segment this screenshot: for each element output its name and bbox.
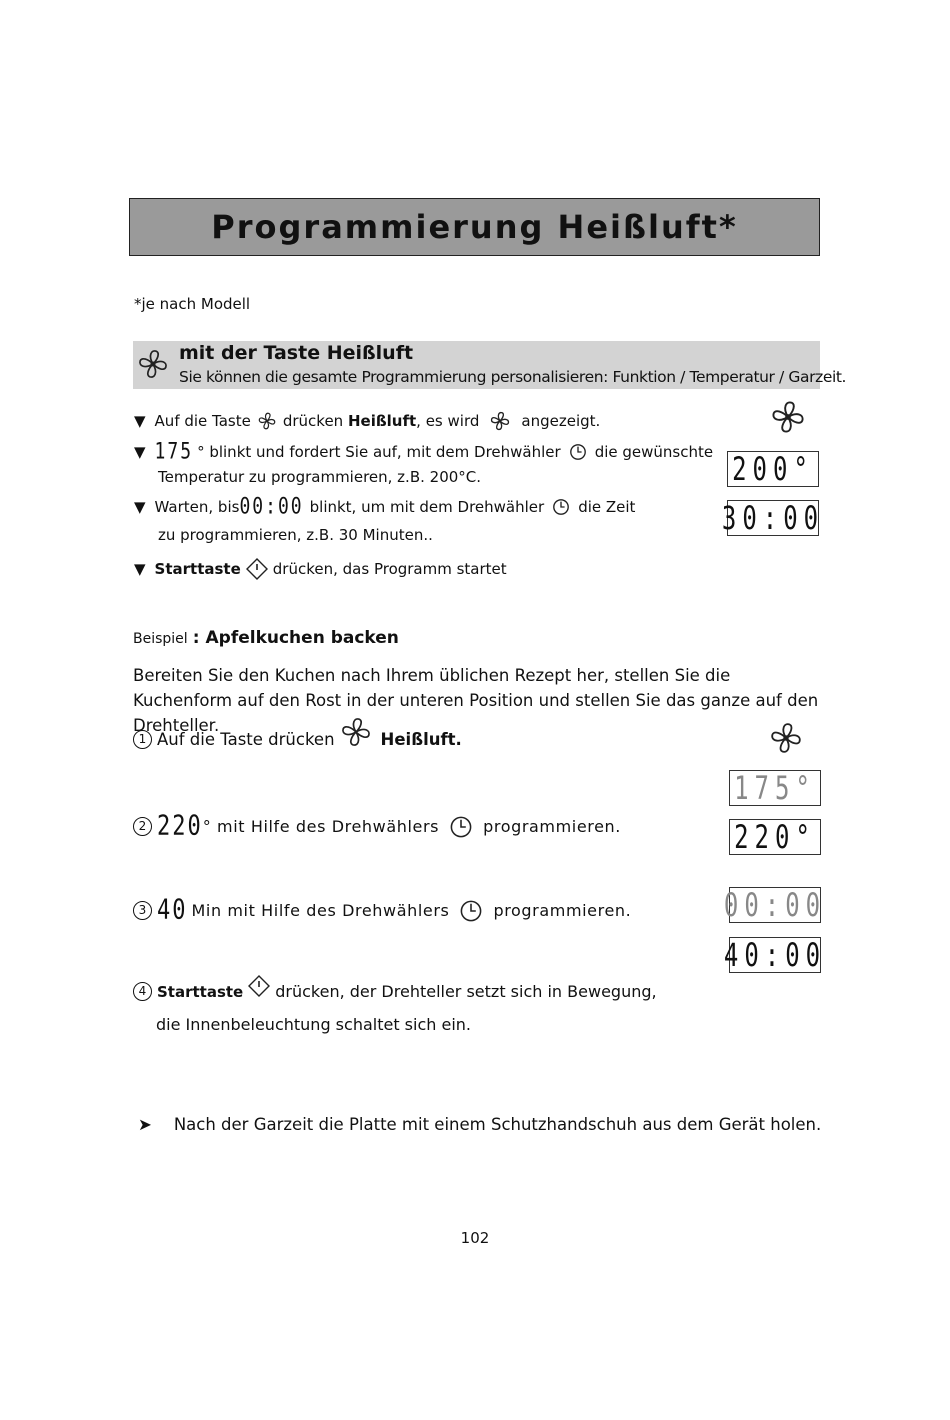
bullet-triangle-icon: ▼	[134, 412, 146, 430]
oven-display: 175°	[729, 770, 821, 806]
fan-icon	[769, 398, 807, 436]
oven-display: 00:00	[723, 886, 827, 924]
page-title: Programmierung Heißluft*	[211, 208, 738, 246]
example-step-2	[133, 810, 621, 843]
tip-text: Nach der Garzeit die Platte mit einem Schutzhandschuh aus dem Gerät holen.	[173, 1115, 822, 1134]
clock-icon	[449, 815, 473, 839]
step-bold: Heißluft.	[380, 729, 462, 749]
step-text: programmieren.	[493, 901, 632, 920]
section-title: mit der Taste Heißluft	[179, 342, 414, 364]
clock-icon	[569, 443, 587, 461]
step-text: ° mit Hilfe des Drehwählers	[202, 817, 440, 836]
bullet-triangle-icon: ▼	[134, 442, 146, 461]
example-paragraph: Bereiten Sie den Kuchen nach Ihrem üblichen Rezept her, stellen Sie die Kuchenform auf den Rost in der unteren Position und stellen Sie das ganze auf den Drehteller.	[133, 666, 819, 735]
fan-icon	[136, 347, 170, 381]
step-text: drücken	[282, 412, 344, 430]
step-bold: Starttaste	[157, 982, 244, 1001]
example-step-1	[133, 729, 462, 749]
step-number: 3	[133, 901, 152, 920]
step-text: programmieren.	[483, 817, 621, 836]
page-number: 102	[460, 1229, 490, 1247]
step-number: 1	[133, 730, 152, 749]
clock-icon	[459, 899, 483, 923]
model-note: *je nach Modell	[134, 295, 251, 313]
example-label: Beispiel	[133, 631, 188, 647]
example-step-4	[133, 982, 657, 1001]
fan-icon	[339, 715, 373, 749]
step-text: die Zeit	[578, 497, 636, 516]
step-3-line2: zu programmieren, z.B. 30 Minuten..	[158, 526, 433, 544]
start-icon	[245, 557, 269, 581]
step-4	[134, 557, 507, 581]
example-step-3	[133, 894, 632, 927]
page-title-box	[129, 198, 820, 256]
start-icon	[247, 974, 271, 998]
example-title: : Apfelkuchen backen	[192, 628, 399, 648]
step-2-line2: Temperatur zu programmieren, z.B. 200°C.	[158, 468, 482, 486]
step-text: drücken, der Drehteller setzt sich in Bewegung,	[275, 982, 657, 1001]
step-1	[134, 410, 600, 432]
segment-display-text: 220	[157, 810, 203, 843]
step-text: blinkt, um mit dem Drehwähler	[309, 497, 545, 516]
fan-icon	[257, 411, 277, 431]
step-bold: Starttaste	[154, 560, 241, 578]
step-text: Min mit Hilfe des Drehwählers	[191, 901, 450, 920]
oven-display: 220°	[729, 819, 821, 855]
clock-icon	[552, 498, 570, 516]
step-text: Warten, bis	[154, 497, 240, 516]
step-2	[134, 438, 714, 465]
step-text: angezeigt.	[521, 412, 601, 430]
step-3	[134, 493, 636, 520]
step-number: 4	[133, 982, 152, 1001]
bullet-triangle-icon: ▼	[134, 560, 146, 578]
segment-display-text: 40	[157, 894, 188, 927]
step-number: 2	[133, 817, 152, 836]
fan-icon	[489, 410, 511, 432]
bullet-triangle-icon: ▼	[134, 497, 146, 516]
oven-display: 200°	[727, 451, 819, 487]
step-bold: Heißluft	[347, 412, 417, 430]
example-step-4-line2: die Innenbeleuchtung schaltet sich ein.	[156, 1015, 471, 1034]
step-text: ° blinkt und fordert Sie auf, mit dem Drehwähler	[197, 442, 561, 461]
step-text: , es wird	[416, 412, 480, 430]
oven-display: 40:00	[723, 936, 827, 974]
example-heading	[133, 628, 399, 648]
arrow-icon: ➤	[138, 1115, 152, 1134]
step-text: drücken, das Programm startet	[272, 560, 507, 578]
segment-display-text: 175	[154, 438, 194, 465]
oven-display: 30:00	[721, 499, 825, 537]
segment-display-text: 00:00	[239, 493, 304, 520]
step-text: Auf die Taste drücken	[157, 729, 335, 749]
step-text: die gewünschte	[594, 442, 714, 461]
fan-icon	[768, 720, 804, 756]
step-text: Auf die Taste	[154, 412, 251, 430]
section-subtitle: Sie können die gesamte Programmierung personalisieren: Funktion / Temperatur / Garzeit.	[179, 368, 847, 386]
tip	[138, 1115, 821, 1134]
